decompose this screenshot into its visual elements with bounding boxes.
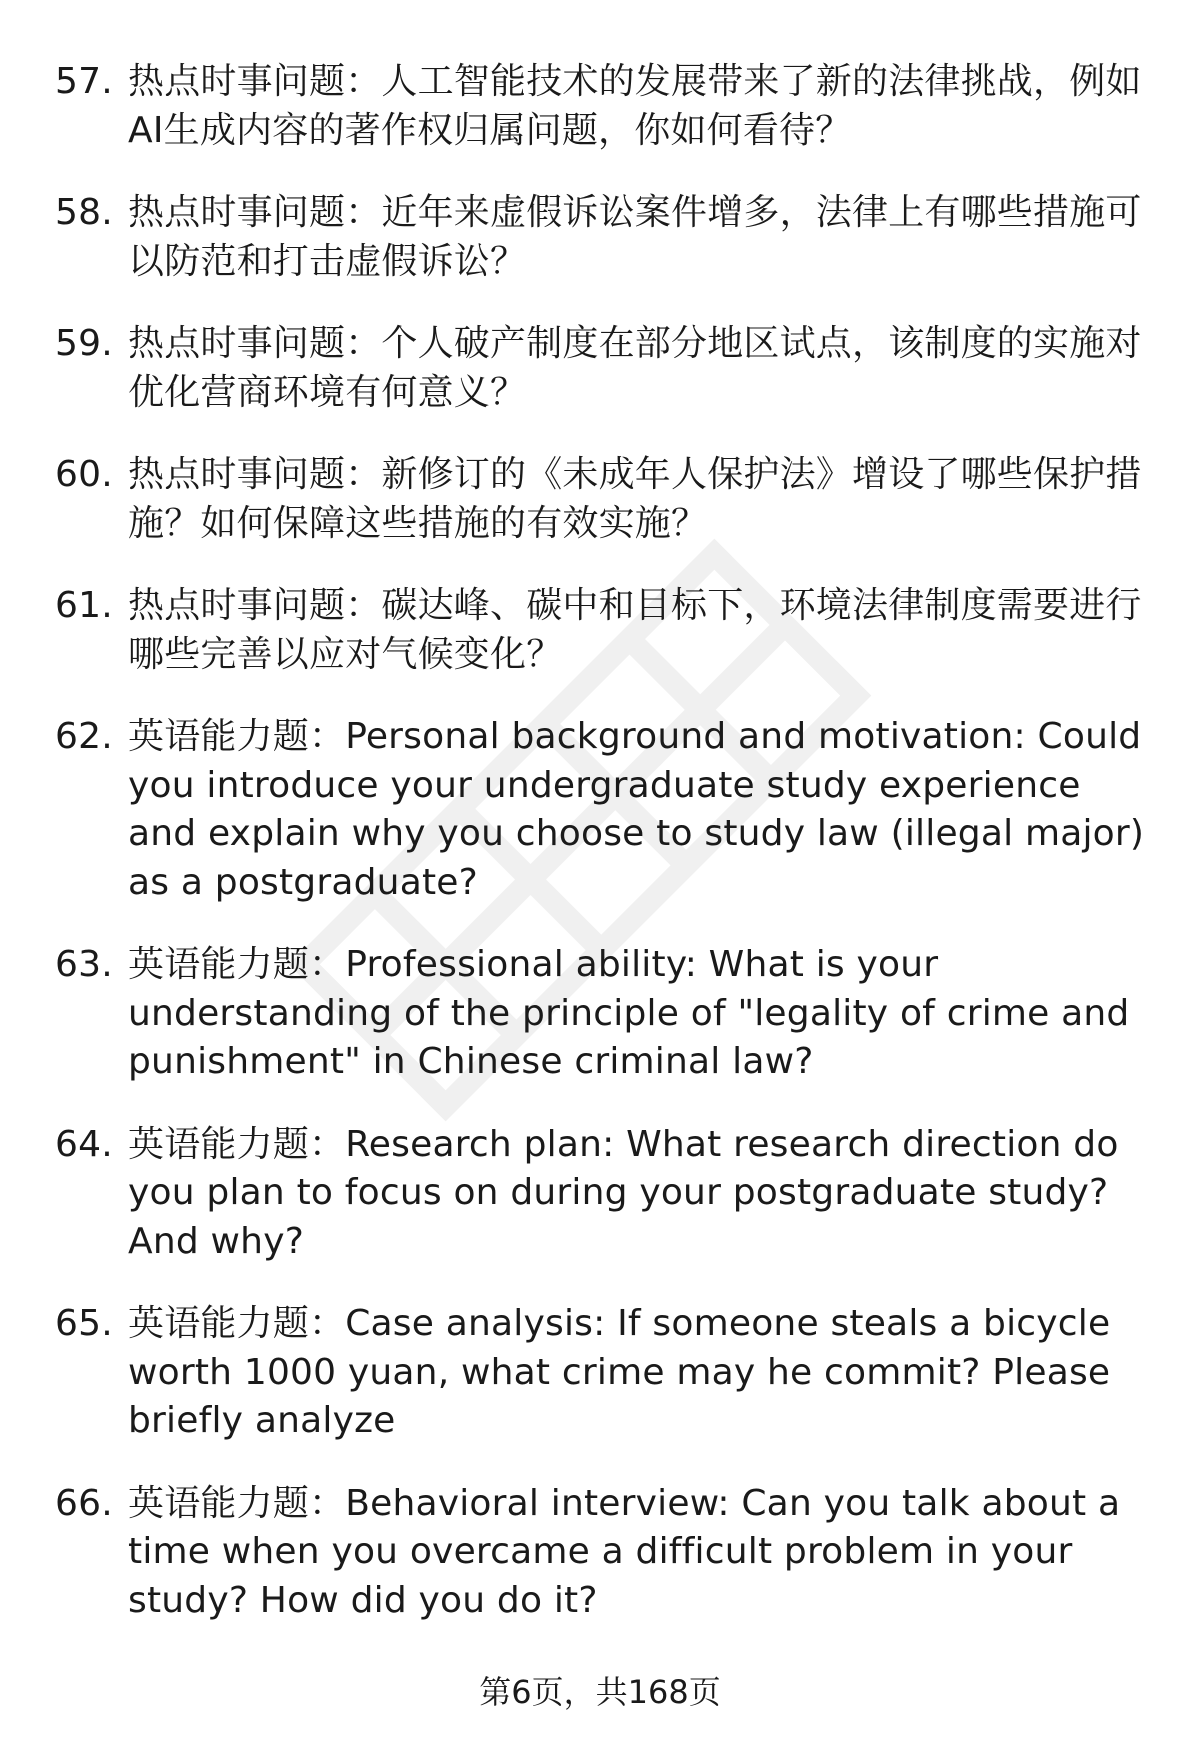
question-text: 热点时事问题：人工智能技术的发展带来了新的法律挑战，例如AI生成内容的著作权归属问题，你如何看待？	[128, 61, 1142, 151]
question-number: 62.	[55, 716, 113, 757]
question-item	[0, 1480, 1200, 1626]
question-text: 英语能力题：Case analysis: If someone steals a bicycle worth 1000 yuan, what crime may he commit? Please briefly analyze	[128, 1303, 1111, 1441]
question-item	[0, 320, 1200, 417]
question-text: 英语能力题：Professional ability: What is your understanding of the principle of "legality of crime and punishment" in Chinese criminal law?	[128, 944, 1130, 1082]
question-item	[0, 189, 1200, 286]
question-text: 英语能力题：Research plan: What research direction do you plan to focus on during your postgraduate study? And why?	[128, 1123, 1119, 1262]
question-number: 66.	[55, 1482, 113, 1524]
question-text: 英语能力题：Personal background and motivation: Could you introduce your undergraduate study experience and explain why you choose to study law (illegal major) as a postgraduate?	[128, 716, 1145, 903]
question-item	[0, 713, 1200, 907]
question-item	[0, 58, 1200, 155]
question-item	[0, 1121, 1200, 1267]
question-number: 57.	[55, 61, 113, 102]
question-item	[0, 1300, 1200, 1446]
question-list	[0, 58, 1200, 1659]
question-item	[0, 941, 1200, 1087]
question-item	[0, 451, 1200, 548]
question-text: 热点时事问题：碳达峰、碳中和目标下，环境法律制度需要进行哪些完善以应对气候变化？	[128, 585, 1142, 675]
question-number: 64.	[55, 1123, 113, 1165]
question-number: 65.	[55, 1303, 113, 1344]
question-number: 61.	[55, 585, 113, 626]
question-item	[0, 582, 1200, 679]
page-footer: 第6页，共168页	[479, 1673, 721, 1711]
question-number: 63.	[55, 944, 113, 985]
question-number: 60.	[55, 454, 113, 495]
question-text: 英语能力题：Behavioral interview: Can you talk about a time when you overcame a difficult problem in your study? How did you do it?	[128, 1482, 1121, 1621]
question-text: 热点时事问题：新修订的《未成年人保护法》增设了哪些保护措施？如何保障这些措施的有效实施？	[128, 454, 1142, 544]
question-text: 热点时事问题：近年来虚假诉讼案件增多，法律上有哪些措施可以防范和打击虚假诉讼？	[128, 192, 1142, 282]
question-text: 热点时事问题：个人破产制度在部分地区试点，该制度的实施对优化营商环境有何意义？	[128, 323, 1142, 413]
question-number: 59.	[55, 323, 113, 364]
question-number: 58.	[55, 192, 113, 233]
